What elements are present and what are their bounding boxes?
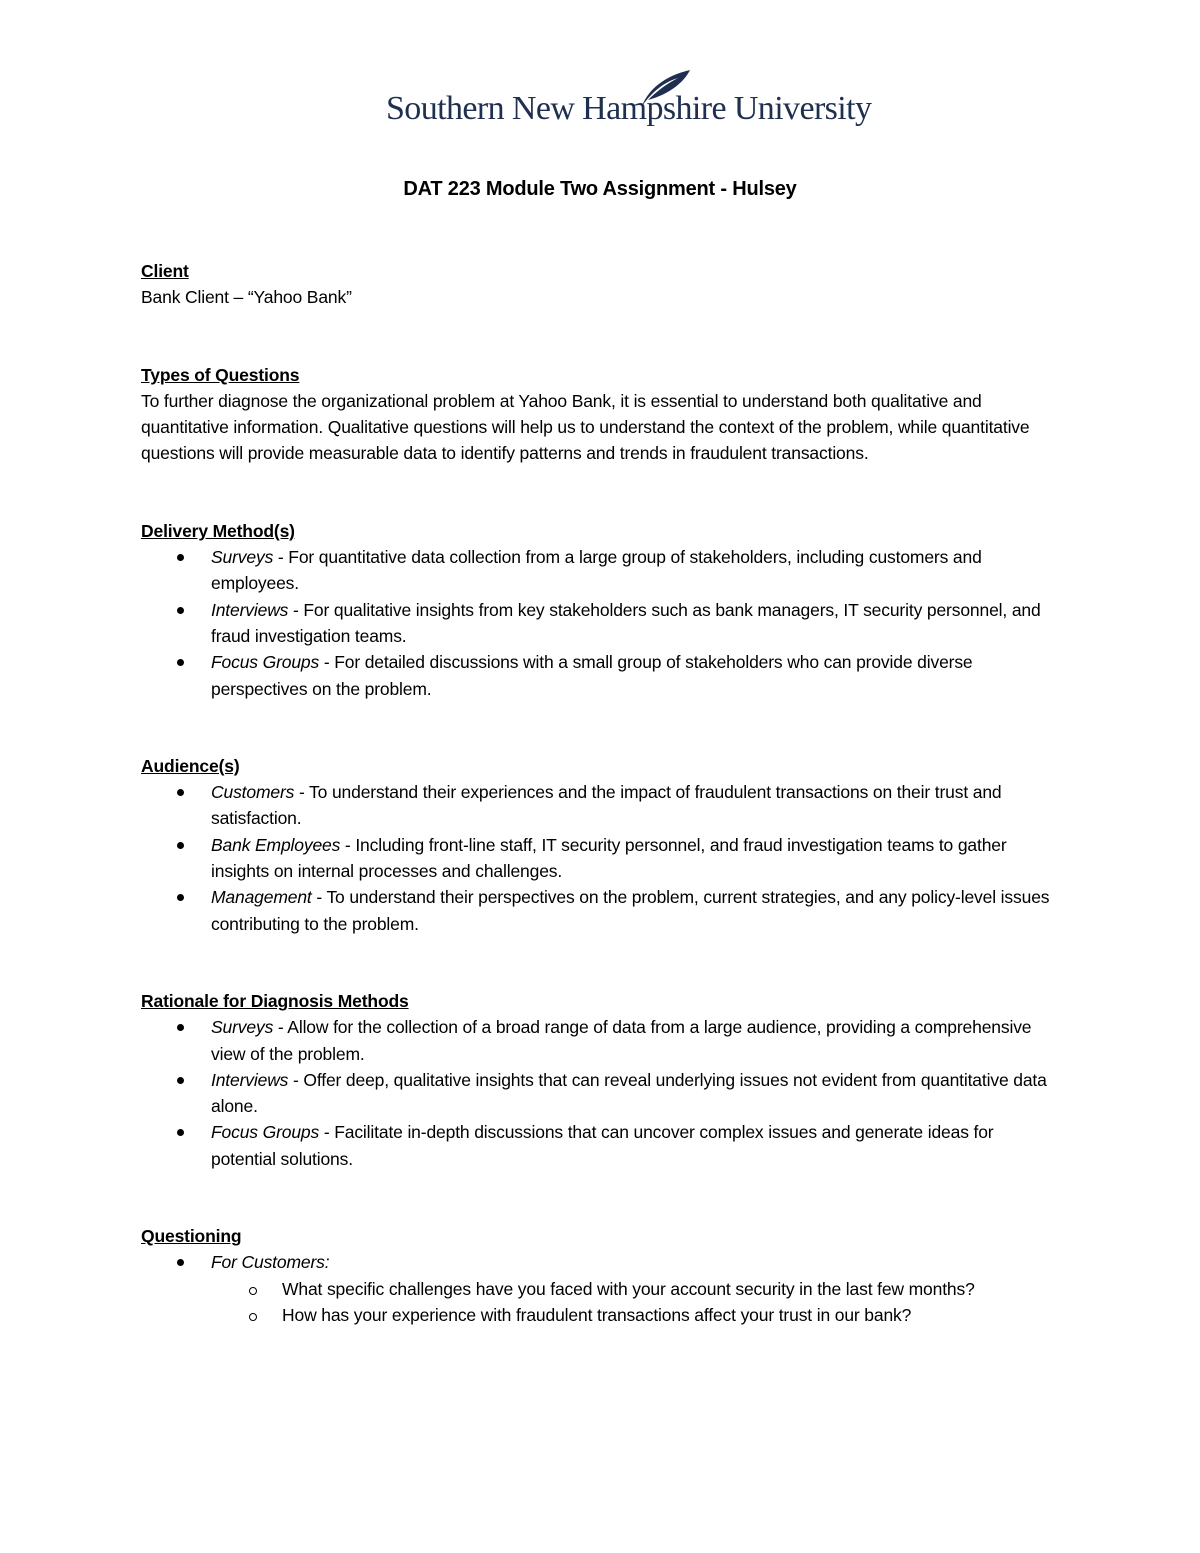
- item-text: - Offer deep, qualitative insights that can reveal underlying issues not evident from quantitative data alone.: [211, 1069, 1047, 1117]
- questioning-heading: Questioning: [141, 1226, 242, 1247]
- rationale-list: [141, 1014, 1061, 1172]
- bullet-icon: [177, 894, 184, 901]
- item-term: Focus Groups: [211, 652, 320, 673]
- bullet-icon: [177, 659, 184, 666]
- document-body: [141, 258, 1061, 1328]
- document-title: DAT 223 Module Two Assignment - Hulsey: [403, 178, 797, 200]
- leaf-icon: [634, 68, 694, 108]
- customer-questions-list: [141, 1276, 1061, 1329]
- university-logo: [386, 68, 872, 138]
- item-term: Management: [211, 887, 312, 908]
- item-text: - To understand their perspectives on the problem, current strategies, and any policy-level issues contributing to the problem.: [211, 887, 1050, 934]
- question-text: How has your experience with fraudulent transactions affect your trust in our bank?: [282, 1304, 912, 1325]
- item-text: - Allow for the collection of a broad range of data from a large audience, providing a comprehensive view of the problem.: [211, 1017, 1032, 1064]
- item-text: - For qualitative insights from key stakeholders such as bank managers, IT security personnel, and fraud investigation teams.: [211, 599, 1041, 646]
- list-item: [141, 1119, 1061, 1172]
- rationale-heading: Rationale for Diagnosis Methods: [141, 990, 409, 1011]
- list-item: [141, 544, 1061, 597]
- item-term: Interviews: [211, 599, 289, 620]
- types-of-questions-heading: Types of Questions: [141, 364, 300, 385]
- delivery-methods-heading: Delivery Method(s): [141, 520, 295, 541]
- item-text: - Including front-line staff, IT security personnel, and fraud investigation teams to gather insights on internal processes and challenges.: [211, 834, 1007, 882]
- audiences-list: [141, 779, 1061, 937]
- item-term: Bank Employees: [211, 834, 341, 855]
- list-item: [141, 884, 1061, 937]
- circle-bullet-icon: [249, 1313, 257, 1321]
- list-item: [141, 779, 1061, 832]
- questioning-list: [141, 1249, 1061, 1275]
- item-text: - To understand their experiences and the impact of fraudulent transactions on their trust and satisfaction.: [211, 782, 1002, 829]
- bullet-icon: [177, 607, 184, 614]
- item-text: - Facilitate in-depth discussions that can uncover complex issues and generate ideas for potential solutions.: [211, 1122, 994, 1169]
- client-text: Bank Client – “Yahoo Bank”: [141, 287, 352, 308]
- bullet-icon: [177, 842, 184, 849]
- list-item: [141, 1067, 1061, 1120]
- audiences-heading: Audience(s): [141, 755, 240, 776]
- item-term: Surveys: [211, 1017, 274, 1038]
- question-item: [141, 1276, 1061, 1302]
- item-term: Interviews: [211, 1069, 289, 1090]
- item-term: Surveys: [211, 547, 274, 568]
- circle-bullet-icon: [249, 1287, 257, 1295]
- types-of-questions-text: To further diagnose the organizational problem at Yahoo Bank, it is essential to understand both qualitative and quantitative information. Qualitative questions will help us to understand the context of the problem, while quantitative questions will provide measurable data to identify patterns and trends in fraudulent transactions.: [141, 390, 1030, 464]
- item-term: Focus Groups: [211, 1122, 320, 1143]
- item-text: - For quantitative data collection from a large group of stakeholders, including customers and employees.: [211, 547, 982, 594]
- item-text: - For detailed discussions with a small group of stakeholders who can provide diverse perspectives on the problem.: [211, 652, 973, 699]
- list-item: [141, 1014, 1061, 1067]
- logo-text: Southern New Hampshire University: [386, 90, 872, 127]
- list-item: [141, 649, 1061, 702]
- bullet-icon: [177, 1077, 184, 1084]
- list-item: [141, 597, 1061, 650]
- question-text: What specific challenges have you faced with your account security in the last few months?: [282, 1278, 975, 1299]
- client-heading: Client: [141, 261, 189, 281]
- bullet-icon: [177, 1259, 184, 1266]
- questioning-group-label: For Customers:: [211, 1252, 330, 1273]
- item-term: Customers: [211, 782, 295, 803]
- list-item: [141, 832, 1061, 885]
- bullet-icon: [177, 789, 184, 796]
- delivery-methods-list: [141, 544, 1061, 702]
- bullet-icon: [177, 554, 184, 561]
- bullet-icon: [177, 1024, 184, 1031]
- question-item: [141, 1302, 1061, 1328]
- list-item: [141, 1249, 1061, 1275]
- bullet-icon: [177, 1129, 184, 1136]
